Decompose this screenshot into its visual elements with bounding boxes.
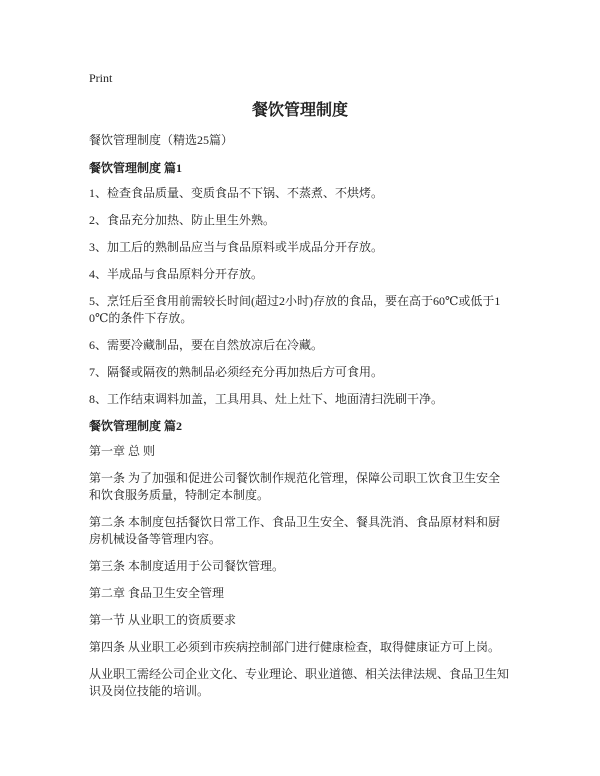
paragraph: 8、工作结束调料加盖，工具用具、灶上灶下、地面清扫洗刷干净。	[89, 392, 444, 406]
chapter-heading: 第二章 食品卫生安全管理	[89, 586, 225, 600]
paragraph: 6、需要冷藏制品，要在自然放凉后在冷藏。	[89, 338, 324, 352]
article-paragraph: 第二条 本制度包括餐饮日常工作、食品卫生安全、餐具洗消、食品原材料和厨房机械设备等管理内容。	[89, 515, 501, 546]
section-1	[89, 160, 511, 408]
section-heading: 餐饮管理制度 篇1	[89, 161, 183, 175]
chapter-heading: 第一章 总 则	[89, 444, 156, 458]
print-label: Print	[89, 71, 113, 85]
section-2	[89, 418, 511, 700]
paragraph: 1、检查食品质量、变质食品不下锅、不蒸煮、不烘烤。	[89, 186, 384, 200]
document-subtitle: 餐饮管理制度（精选25篇）	[89, 133, 234, 147]
section-heading: 餐饮管理制度 篇2	[89, 419, 183, 433]
paragraph: 从业职工需经公司企业文化、专业理论、职业道德、相关法律法规、食品卫生知识及岗位技能的培训。	[89, 667, 510, 698]
document-page	[89, 70, 511, 710]
paragraph: 4、半成品与食品原料分开存放。	[89, 267, 264, 281]
article-paragraph: 第四条 从业职工必须到市疾病控制部门进行健康检查，取得健康证方可上岗。	[89, 640, 501, 654]
paragraph: 2、食品充分加热、防止里生外熟。	[89, 213, 276, 227]
document-title: 餐饮管理制度	[251, 102, 348, 119]
subsection-heading: 第一节 从业职工的资质要求	[89, 613, 237, 627]
article-paragraph: 第一条 为了加强和促进公司餐饮制作规范化管理，保障公司职工饮食卫生安全和饮食服务质量，特制定本制度。	[89, 471, 501, 502]
paragraph: 5、烹饪后至食用前需较长时间(超过2小时)存放的食品，要在高于60℃或低于10℃的条件下存放。	[89, 294, 501, 325]
article-paragraph: 第三条 本制度适用于公司餐饮管理。	[89, 559, 285, 573]
paragraph: 3、加工后的熟制品应当与食品原料或半成品分开存放。	[89, 240, 384, 254]
paragraph: 7、隔餐或隔夜的熟制品必须经充分再加热后方可食用。	[89, 365, 384, 379]
